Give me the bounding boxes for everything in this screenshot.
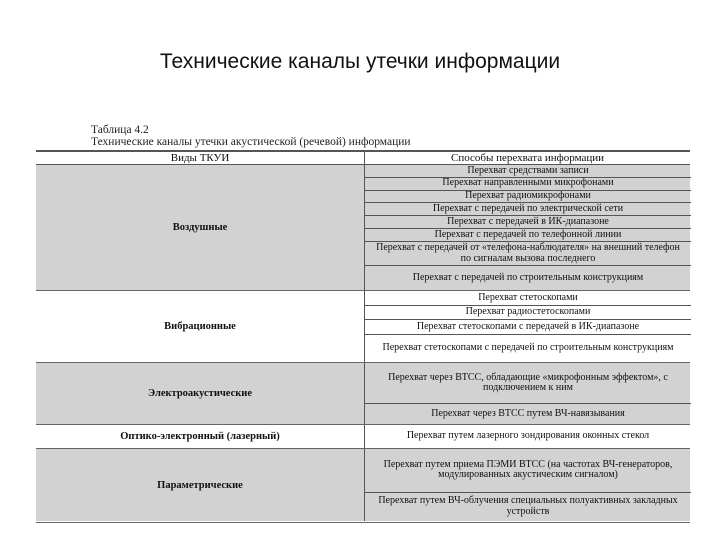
method-cell: Перехват с передачей по электрической сети	[365, 203, 691, 216]
slide-title: Технические каналы утечки информации	[159, 50, 561, 73]
table-group-optoelectronic	[36, 424, 690, 448]
methods-column	[364, 425, 691, 448]
method-cell: Перехват средствами записи	[365, 165, 691, 178]
method-cell: Перехват с передачей в ИК-диапазоне	[365, 216, 691, 229]
table-group-electroacoustic	[36, 362, 690, 424]
channel-type-cell: Электроакустические	[147, 388, 253, 399]
method-cell: Перехват с передачей по телефонной линии	[365, 229, 691, 242]
method-cell: Перехват радиомикрофонами	[365, 191, 691, 204]
channel-type-cell: Оптико-электронный (лазерный)	[120, 431, 280, 442]
header-interception-methods: Способы перехвата информации	[364, 152, 690, 164]
leakage-channels-table	[36, 150, 690, 523]
method-cell: Перехват через ВТСС путем ВЧ-навязывания	[431, 407, 625, 419]
methods-column	[364, 363, 691, 424]
methods-column	[364, 165, 691, 290]
method-cell: Перехват стетоскопами с передачей по строительным конструкциям	[382, 342, 674, 354]
channel-type-cell: Вибрационные	[164, 321, 236, 332]
method-cell: Перехват стетоскопами с передачей в ИК-диапазоне	[365, 320, 691, 335]
table-caption	[91, 124, 411, 148]
table-group-vibration	[36, 290, 690, 362]
method-cell: Перехват стетоскопами	[365, 291, 691, 306]
table-header-row	[36, 152, 690, 165]
methods-column	[364, 449, 691, 521]
channel-type-cell: Воздушные	[172, 222, 228, 233]
method-cell: Перехват с передачей по строительным конструкциям	[412, 271, 644, 283]
method-cell: Перехват через ВТСС, обладающие «микрофонным эффектом», с подключением к ним	[365, 363, 691, 404]
method-cell: Перехват путем приема ПЭМИ ВТСС (на частотах ВЧ-генераторов, модулированных акустическим сигналом)	[365, 449, 691, 493]
method-cell: Перехват радиостетоскопами	[365, 306, 691, 321]
method-cell: Перехват путем лазерного зондирования оконных стекол	[406, 430, 650, 442]
method-cell: Перехват с передачей от «телефона-наблюдателя» на внешний телефон по сигналам вызова последнего	[365, 242, 691, 267]
table-group-parametric	[36, 448, 690, 521]
method-cell: Перехват путем ВЧ-облучения специальных полуактивных закладных устройств	[378, 495, 678, 517]
table-number: Таблица 4.2	[91, 124, 149, 136]
channel-type-cell: Параметрические	[157, 479, 243, 491]
table-title: Технические каналы утечки акустической (речевой) информации	[91, 136, 411, 148]
header-channel-types: Виды ТКУИ	[170, 152, 230, 164]
method-cell: Перехват направленными микрофонами	[365, 178, 691, 191]
table-group-airborne	[36, 165, 690, 290]
methods-column	[364, 291, 691, 362]
